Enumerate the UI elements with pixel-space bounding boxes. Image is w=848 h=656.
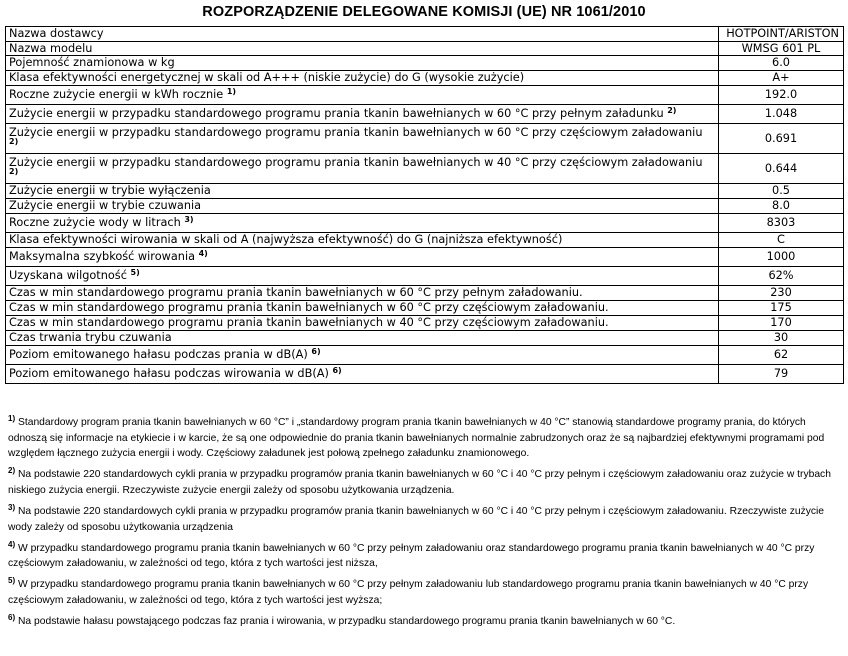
row-label-cell: [6, 86, 719, 105]
row-label: Zużycie energii w przypadku standardowego programu prania tkanin bawełnianych w 60 °C przy częściowym załadowaniu: [9, 125, 703, 139]
row-label: Maksymalna szybkość wirowania: [9, 250, 196, 263]
row-label: Poziom emitowanego hałasu podczas wirowania w dB(A): [9, 367, 329, 380]
row-label-cell: [6, 267, 719, 286]
row-label-cell: [6, 199, 719, 214]
row-value: 0.691: [719, 124, 844, 154]
row-label: Uzyskana wilgotność: [9, 269, 127, 282]
table-row: [6, 184, 844, 199]
row-value: 8.0: [719, 199, 844, 214]
table-row: [6, 346, 844, 365]
footnote-ref: 3): [184, 215, 194, 224]
specification-table: [5, 26, 844, 384]
table-row: [6, 27, 844, 42]
row-label: Czas w min standardowego programu prania tkanin bawełnianych w 40 °C przy częściowym załadowaniu.: [9, 316, 609, 329]
row-label: Roczne zużycie wody w litrach: [9, 216, 181, 229]
footnote: [8, 415, 842, 462]
row-label: Klasa efektywności energetycznej w skali od A+++ (niskie zużycie) do G (wysokie zużycie): [9, 71, 525, 84]
row-value: C: [719, 233, 844, 248]
row-label: Zużycie energii w trybie czuwania: [9, 199, 202, 212]
row-label-cell: [6, 184, 719, 199]
footnote-marker: 4): [8, 539, 16, 549]
footnote-ref: 4): [198, 249, 208, 258]
row-label-cell: [6, 365, 719, 384]
footnote: [8, 614, 842, 630]
footnote-ref: 6): [311, 347, 321, 356]
footnote: [8, 577, 842, 608]
row-value: 0.5: [719, 184, 844, 199]
table-row: [6, 154, 844, 184]
row-value: 8303: [719, 214, 844, 233]
row-value: 62%: [719, 267, 844, 286]
row-label: Czas w min standardowego programu prania tkanin bawełnianych w 60 °C przy częściowym załadowaniu.: [9, 301, 609, 314]
row-label: Poziom emitowanego hałasu podczas prania w dB(A): [9, 348, 308, 361]
row-label: Nazwa dostawcy: [9, 27, 104, 40]
footnote-ref: 2): [9, 136, 19, 146]
footnote-ref: 2): [667, 106, 677, 115]
footnote-text: Standardowy program prania tkanin bawełnianych w 60 °C” i „standardowy program prania tkanin bawełnianych w 40 °C” stanowią standardowe programy prania, do których odnoszą się informacje na etykiecie i w karcie, że są one odpowiednie do prania tkanin bawełnianych normalnie zabrudzonych oraz że są najbardziej efektywnymi programami pod względem łącznego zużycia energii i wody. Częściowy załadunek jest połową zpełnego załadunku znamionowego.: [8, 417, 825, 460]
footnote-marker: 5): [8, 576, 16, 586]
table-row: [6, 316, 844, 331]
row-label: Czas trwania trybu czuwania: [9, 331, 172, 344]
row-value: 6.0: [719, 56, 844, 71]
row-label-cell: [6, 286, 719, 301]
row-label-cell: [6, 233, 719, 248]
footnote: [8, 541, 842, 572]
table-row: [6, 301, 844, 316]
row-label-cell: [6, 214, 719, 233]
row-value: HOTPOINT/ARISTON: [719, 27, 844, 42]
row-label-cell: [6, 124, 719, 154]
row-label: Zużycie energii w przypadku standardowego programu prania tkanin bawełnianych w 40 °C przy częściowym załadowaniu: [9, 155, 703, 169]
footnote-marker: 6): [8, 613, 16, 623]
document-title: ROZPORZĄDZENIE DELEGOWANE KOMISJI (UE) NR 1061/2010: [202, 4, 646, 20]
footnote-text: Na podstawie 220 standardowych cykli prania w przypadku programów prania tkanin bawełnianych w 60 °C i 40 °C przy pełnym i częściowym załadowaniu. Rzeczywiste zużycie wody zależy od sposobu użytkowania urządzenia: [8, 505, 825, 533]
row-label-cell: [6, 42, 719, 56]
row-label-cell: [6, 154, 719, 184]
row-label-cell: [6, 331, 719, 346]
footnote-text: W przypadku standardowego programu prania tkanin bawełnianych w 60 °C przy pełnym załadowaniu lub standardowego programu prania tkanin bawełnianych w 40 °C przy częściowym załadowaniu, w zależności od tego, która z tych wartości jest wyższa;: [8, 579, 809, 606]
table-row: [6, 199, 844, 214]
row-label-cell: [6, 248, 719, 267]
row-value: 230: [719, 286, 844, 301]
row-value: 0.644: [719, 154, 844, 184]
footnote-text: Na podstawie hałasu powstającego podczas faz prania i wirowania, w przypadku standardowego programu prania tkanin bawełnianych w 60 °C.: [18, 616, 676, 628]
table-row: [6, 124, 844, 154]
table-row: [6, 56, 844, 71]
footnote-marker: 3): [8, 502, 16, 512]
footnote: [8, 467, 842, 498]
table-row: [6, 233, 844, 248]
table-row: [6, 365, 844, 384]
row-label: Pojemność znamionowa w kg: [9, 56, 175, 69]
row-value: 1.048: [719, 105, 844, 124]
footnotes: [8, 415, 842, 635]
row-value: A+: [719, 71, 844, 86]
table-row: [6, 286, 844, 301]
row-label: Czas w min standardowego programu prania tkanin bawełnianych w 60 °C przy pełnym załadowaniu.: [9, 286, 583, 299]
table-row: [6, 267, 844, 286]
table-row: [6, 86, 844, 105]
row-value: 1000: [719, 248, 844, 267]
row-value: 62: [719, 346, 844, 365]
row-value: 175: [719, 301, 844, 316]
table-row: [6, 248, 844, 267]
row-label: Zużycie energii w trybie wyłączenia: [9, 184, 211, 197]
footnote-ref: 5): [130, 268, 140, 277]
specification-table-body: [6, 27, 844, 384]
row-label-cell: [6, 105, 719, 124]
row-label: Roczne zużycie energii w kWh rocznie: [9, 88, 224, 101]
table-row: [6, 71, 844, 86]
row-value: 192.0: [719, 86, 844, 105]
footnote-text: Na podstawie 220 standardowych cykli prania w przypadku programów prania tkanin bawełnianych w 60 °C i 40 °C przy pełnym i częściowym załadowaniu oraz zużycie w trybach niskiego zużycia energii. Rzeczywiste zużycie energii zależy od sposobu użytkowania urządzenia.: [8, 469, 831, 496]
table-row: [6, 105, 844, 124]
footnote-ref: 1): [226, 87, 237, 96]
row-label-cell: [6, 27, 719, 42]
row-value: WMSG 601 PL: [719, 42, 844, 56]
row-label-cell: [6, 316, 719, 331]
footnote: [8, 504, 842, 535]
row-value: 170: [719, 316, 844, 331]
row-label-cell: [6, 346, 719, 365]
row-label-cell: [6, 71, 719, 86]
row-label-cell: [6, 301, 719, 316]
table-row: [6, 42, 844, 56]
footnote-ref: 6): [332, 366, 342, 375]
row-label-cell: [6, 56, 719, 71]
footnote-ref: 2): [9, 166, 19, 176]
footnote-marker: 2): [8, 466, 16, 476]
table-row: [6, 214, 844, 233]
row-label: Nazwa modelu: [9, 41, 93, 55]
table-row: [6, 331, 844, 346]
footnote-marker: 1): [8, 414, 16, 423]
row-value: 79: [719, 365, 844, 384]
row-label: Klasa efektywności wirowania w skali od A (najwyższa efektywność) do G (najniższa efektywność): [9, 233, 563, 246]
row-value: 30: [719, 331, 844, 346]
footnote-text: W przypadku standardowego programu prania tkanin bawełnianych w 60 °C przy pełnym załadowaniu oraz standardowego programu prania tkanin bawełnianych w 40 °C przy częściowym załadowaniu, w zależności od tego, która z tych wartości jest niższa,: [8, 542, 815, 570]
row-label: Zużycie energii w przypadku standardowego programu prania tkanin bawełnianych w 60 °C przy pełnym załadunku: [9, 107, 664, 120]
